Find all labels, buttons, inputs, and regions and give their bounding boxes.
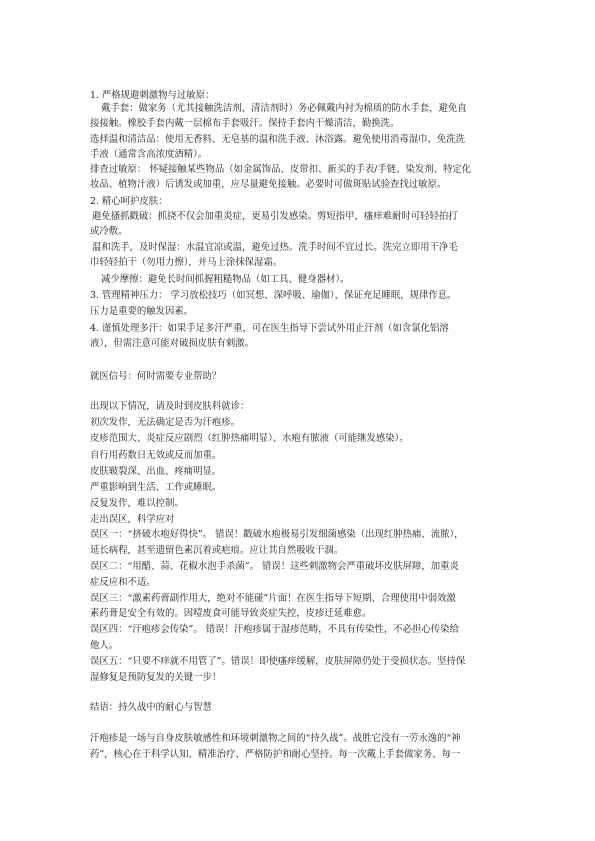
section-3-line-1: 3. 管理精神压力： 学习放松技巧（如冥想、深呼吸、瑜伽），保证充足睡眠，规律作息。 [90,290,457,301]
myth-line: 误区二：“用醋、蒜、花椒水泡手杀菌”。 错误！这些刺激物会严重破坏皮肤屏障，加重炎 [90,561,459,572]
myth-line: 症反应和不适。 [90,577,156,588]
s2-scratch-line-2: 或冷敷。 [90,226,128,237]
myth-line: 他人。 [90,640,119,651]
s1-allergen-line-1: 排查过敏原： 怀疑接触某些物品（如金属饰品、皮带扣、新买的手表/手链、染发剂、特定化 [90,164,472,175]
myth-line: 误区五：“只要不痒就不用管了”。错误！即使瘙痒缓解，皮肤屏障仍处于受损状态。坚持保 [90,656,466,667]
doctor-item: 自行用药数日无效或反而加重。 [90,450,222,461]
s1-allergen-line-2: 妆品、植物汁液）后诱发或加重，应尽量避免接触。必要时可做斑贴试验查找过敏原。 [90,179,447,190]
myth-line: 素药膏是安全有效的。因噎废食可能导致炎症失控，皮疹迁延难愈。 [90,608,372,619]
s1-wash-line-1: 选择温和清洁品：使用无香料、无皂基的温和洗手液、沐浴露。避免使用消毒湿巾、免洗洗 [90,134,466,145]
doctor-heading: 就医信号：何时需要专业帮助？ [90,371,222,382]
section-4-line-2: 液），但需注意可能对破损皮肤有刺激。 [90,338,255,349]
section-3-line-2: 压力是重要的触发因素。 [90,306,194,317]
myth-line: 延长病程，甚至遗留色素沉着或疤痕。应让其自然吸收干涸。 [90,545,344,556]
doctor-intro: 出现以下情况，请及时到皮肤科就诊： [90,401,250,412]
s2-handwash-line-2: 巾轻轻拍干（勿用力擦），并马上涂抹保湿霜。 [90,257,283,268]
s1-glove-line-1: 戴手套：做家务（尤其接触洗洁剂、清洁剂时）务必佩戴内衬为棉质的防水手套，避免直 [101,103,467,114]
myth-line: 湿修复是预防复发的关键一步！ [90,672,222,683]
doctor-item: 皮疹范围大、炎症反应剧烈（红肿热痛明显）、水疱有脓液（可能继发感染）。 [90,433,409,444]
s2-friction-line: 减少摩擦：避免长时间抓握粗糙物品（如工具、健身器材）。 [101,274,350,285]
myths-heading: 走出误区，科学应对 [90,514,175,525]
conclusion-heading: 结语：持久战中的耐心与智慧 [90,702,212,713]
conclusion-line: 汗疱疹是一场与自身皮肤敏感性和环境刺激物之间的“持久战”。战胜它没有一劳永逸的“神 [90,733,461,744]
s2-scratch-line-1: 避免搔抓戳破：抓挠不仅会加重炎症，更易引发感染。剪短指甲，瘙痒难耐时可轻轻拍打 [92,211,458,222]
s1-glove-line-2: 接接触。橡胶手套内戴一层棉布手套吸汗。保持手套内干燥清洁，勤换洗。 [90,118,400,129]
doctor-item: 初次发作，无法确定是否为汗疱疹。 [90,417,241,428]
s2-handwash-line-1: 温和洗手，及时保湿：水温宜凉或温，避免过热。洗手时间不宜过长。洗完立即用干净毛 [92,242,458,253]
section-4-line-1: 4. 谨慎处理多汗：如果手足多汗严重，可在医生指导下尝试外用止汗剂（如含氯化铝溶 [90,323,449,334]
myth-line: 误区一：“挤破水疱好得快”。 错误！戳破水疱极易引发细菌感染（出现红肿热痛、流脓）， [90,529,464,540]
section-1-heading: 1. 严格规避刺激物与过敏原： [90,90,215,101]
conclusion-line: 药”，核心在于科学认知、精准治疗、严格防护和耐心坚持。每一次戴上手套做家务、每一 [90,749,461,760]
myth-line: 误区四：“汗疱疹会传染”。 错误！汗疱疹属于湿疹范畴，不具有传染性，不必担心传染给 [90,624,459,635]
doctor-item: 反复发作，难以控制。 [90,498,184,509]
doctor-item: 严重影响到生活、工作或睡眠。 [90,482,222,493]
section-2-heading: 2. 精心呵护皮肤： [90,196,168,207]
doctor-item: 皮肤皲裂深、出血、疼痛明显。 [90,466,222,477]
myth-line: 误区三：“激素药膏副作用大，绝对不能碰”片面！在医生指导下短期、合理使用中弱效激 [90,593,456,604]
s1-wash-line-2: 手液（通常含高浓度酒精）。 [90,149,208,160]
